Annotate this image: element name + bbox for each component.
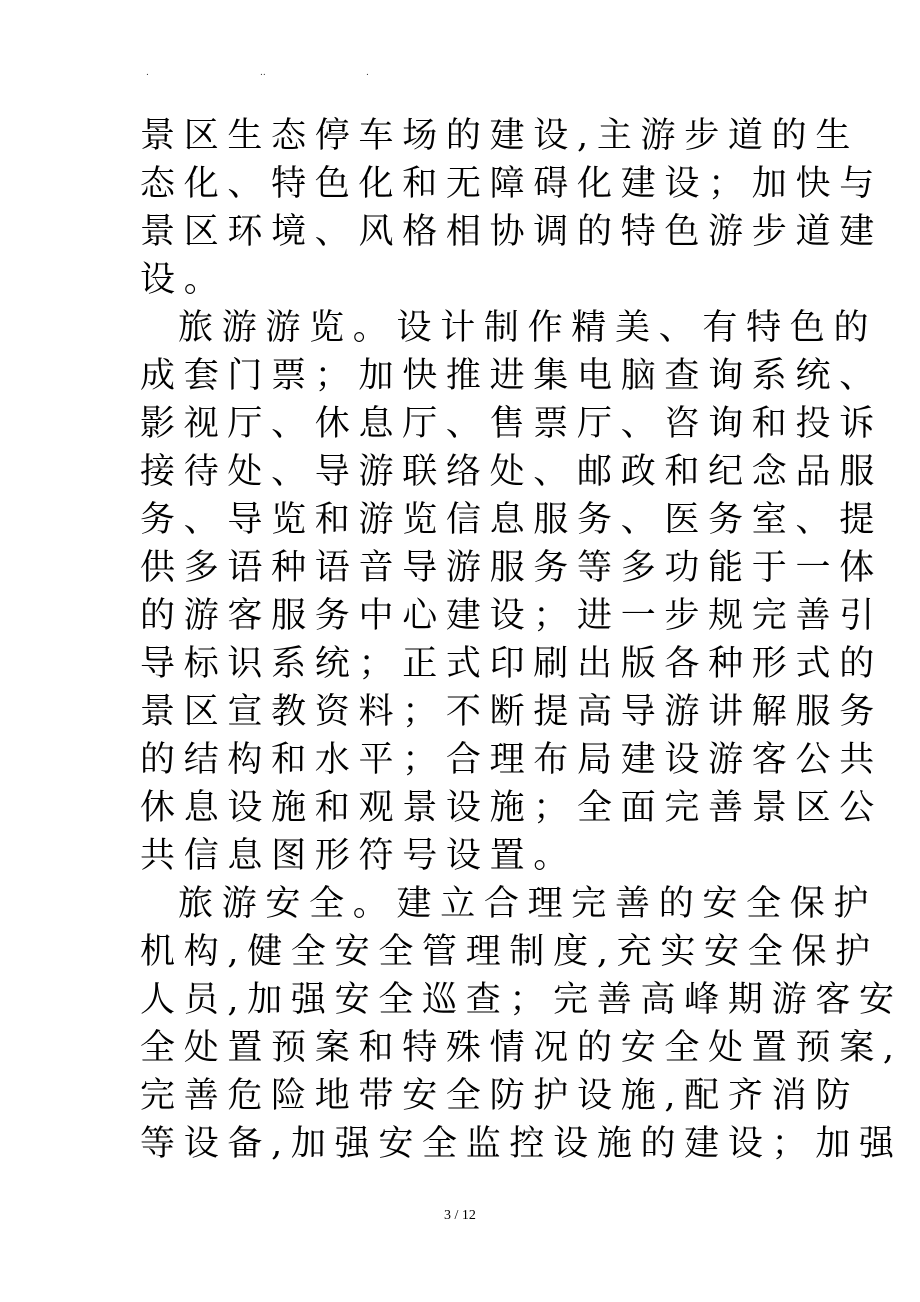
text-line: 导标识系统；正式印刷出版各种形式的	[140, 644, 883, 684]
text-line: 供多语种语音导游服务等多功能于一体	[140, 548, 883, 588]
text-line: 成套门票；加快推进集电脑查询系统、	[140, 356, 883, 396]
text-line: 景区生态停车场的建设,主游步道的生	[140, 116, 860, 156]
body-text	[140, 112, 903, 1168]
text-line: 休息设施和观景设施；全面完善景区公	[140, 788, 883, 828]
page-number: 3 / 12	[444, 1208, 476, 1223]
paragraph-start-tourism-safety: 旅游安全。建立合理完善的安全保护	[178, 884, 878, 924]
text-line: 的结构和水平；合理布局建设游客公共	[140, 740, 883, 780]
text-line: 景区宣教资料；不断提高导游讲解服务	[140, 692, 883, 732]
text-line: 务、导览和游览信息服务、医务室、提	[140, 500, 883, 540]
text-line: 影视厅、休息厅、售票厅、咨询和投诉	[140, 404, 883, 444]
text-line: 等设备,加强安全监控设施的建设；加强	[140, 1124, 903, 1164]
text-line: 景区环境、风格相协调的特色游步道建	[140, 212, 883, 252]
text-line: 设。	[140, 260, 228, 300]
text-line: 的游客服务中心建设；进一步规完善引	[140, 596, 883, 636]
header-mark: .	[146, 68, 149, 78]
text-line: 全处置预案和特殊情况的安全处置预案,	[140, 1028, 903, 1068]
text-line: 人员,加强安全巡查；完善高峰期游客安	[140, 980, 903, 1020]
header-marks	[140, 66, 380, 80]
text-line: 接待处、导游联络处、邮政和纪念品服	[140, 452, 883, 492]
text-line: 态化、特色化和无障碍化建设；加快与	[140, 164, 883, 204]
text-line: 完善危险地带安全防护设施,配齐消防	[140, 1076, 860, 1116]
text-line: 机构,健全安全管理制度,充实安全保护	[140, 932, 879, 972]
paragraph-start-tourism-touring: 旅游游览。设计制作精美、有特色的	[178, 308, 878, 348]
header-mark: ..	[260, 68, 266, 78]
text-line: 共信息图形符号设置。	[140, 836, 578, 876]
header-mark: .	[366, 68, 369, 78]
